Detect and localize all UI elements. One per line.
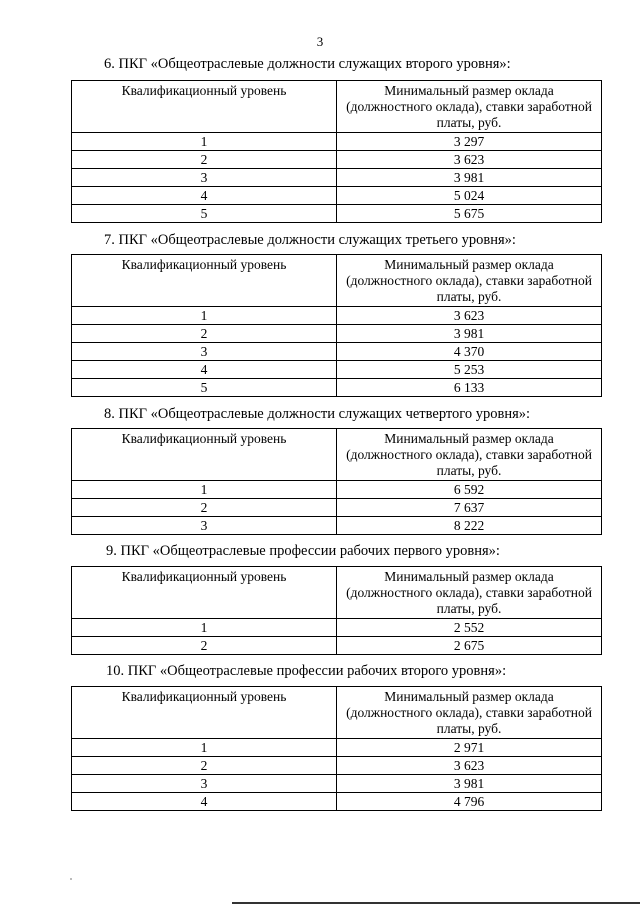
salary-cell: 3 623: [337, 151, 602, 169]
salary-cell: 4 370: [337, 343, 602, 361]
salary-cell: 2 675: [337, 637, 602, 655]
level-cell: 1: [72, 619, 337, 637]
salary-cell: 3 623: [337, 307, 602, 325]
salary-cell: 3 981: [337, 169, 602, 187]
level-cell: 2: [72, 151, 337, 169]
salary-cell: 3 623: [337, 757, 602, 775]
table-row: [72, 307, 602, 325]
scan-artifact-line: [232, 902, 640, 904]
salary-cell: 3 981: [337, 325, 602, 343]
level-cell: 2: [72, 757, 337, 775]
table-row: [72, 325, 602, 343]
salary-cell: 5 253: [337, 361, 602, 379]
level-cell: 2: [72, 637, 337, 655]
table-row: [72, 517, 602, 535]
section-title-8: 8. ПКГ «Общеотраслевые должности служащих четвертого уровня»:: [104, 406, 531, 422]
table-row: [72, 379, 602, 397]
header-min-salary: Минимальный размер оклада (должностного оклада), ставки заработной платы, руб.: [337, 429, 602, 481]
table-row: [72, 757, 602, 775]
salary-cell: 5 024: [337, 187, 602, 205]
header-min-salary: Минимальный размер оклада (должностного оклада), ставки заработной платы, руб.: [337, 567, 602, 619]
table-row: [72, 151, 602, 169]
salary-table-6: [71, 80, 602, 223]
section-title-6: 6. ПКГ «Общеотраслевые должности служащих второго уровня»:: [104, 56, 511, 72]
table-row: [72, 793, 602, 811]
level-cell: 2: [72, 499, 337, 517]
header-qualification-level: Квалификационный уровень: [72, 567, 337, 619]
level-cell: 3: [72, 343, 337, 361]
table-header-row: [72, 567, 602, 619]
section-title-9: 9. ПКГ «Общеотраслевые профессии рабочих первого уровня»:: [106, 543, 500, 559]
level-cell: 1: [72, 133, 337, 151]
level-cell: 4: [72, 361, 337, 379]
header-min-salary: Минимальный размер оклада (должностного оклада), ставки заработной платы, руб.: [337, 81, 602, 133]
salary-cell: 7 637: [337, 499, 602, 517]
salary-table-7: [71, 254, 602, 397]
section-title-10: 10. ПКГ «Общеотраслевые профессии рабочих второго уровня»:: [106, 663, 507, 679]
level-cell: 1: [72, 307, 337, 325]
salary-cell: 3 297: [337, 133, 602, 151]
table-header-row: [72, 255, 602, 307]
salary-table-8: [71, 428, 602, 535]
table-row: [72, 187, 602, 205]
table-row: [72, 637, 602, 655]
salary-cell: 8 222: [337, 517, 602, 535]
header-qualification-level: Квалификационный уровень: [72, 687, 337, 739]
header-qualification-level: Квалификационный уровень: [72, 81, 337, 133]
salary-table-9: [71, 566, 602, 655]
level-cell: 4: [72, 187, 337, 205]
table-row: [72, 133, 602, 151]
table-row: [72, 343, 602, 361]
scan-artifact-dot: [70, 878, 72, 880]
salary-cell: 6 592: [337, 481, 602, 499]
level-cell: 5: [72, 205, 337, 223]
header-qualification-level: Квалификационный уровень: [72, 255, 337, 307]
salary-cell: 6 133: [337, 379, 602, 397]
table-header-row: [72, 81, 602, 133]
page-number: 3: [316, 34, 324, 49]
table-row: [72, 205, 602, 223]
header-qualification-level: Квалификационный уровень: [72, 429, 337, 481]
table-row: [72, 361, 602, 379]
section-title-7: 7. ПКГ «Общеотраслевые должности служащих третьего уровня»:: [104, 232, 516, 248]
level-cell: 4: [72, 793, 337, 811]
level-cell: 5: [72, 379, 337, 397]
salary-cell: 2 552: [337, 619, 602, 637]
salary-cell: 5 675: [337, 205, 602, 223]
level-cell: 1: [72, 739, 337, 757]
level-cell: 3: [72, 169, 337, 187]
table-row: [72, 619, 602, 637]
table-row: [72, 169, 602, 187]
level-cell: 2: [72, 325, 337, 343]
header-min-salary: Минимальный размер оклада (должностного оклада), ставки заработной платы, руб.: [337, 687, 602, 739]
table-row: [72, 775, 602, 793]
level-cell: 3: [72, 517, 337, 535]
level-cell: 1: [72, 481, 337, 499]
header-min-salary: Минимальный размер оклада (должностного оклада), ставки заработной платы, руб.: [337, 255, 602, 307]
table-header-row: [72, 429, 602, 481]
table-row: [72, 481, 602, 499]
table-row: [72, 499, 602, 517]
table-row: [72, 739, 602, 757]
level-cell: 3: [72, 775, 337, 793]
salary-cell: 4 796: [337, 793, 602, 811]
table-header-row: [72, 687, 602, 739]
salary-table-10: [71, 686, 602, 811]
salary-cell: 3 981: [337, 775, 602, 793]
salary-cell: 2 971: [337, 739, 602, 757]
